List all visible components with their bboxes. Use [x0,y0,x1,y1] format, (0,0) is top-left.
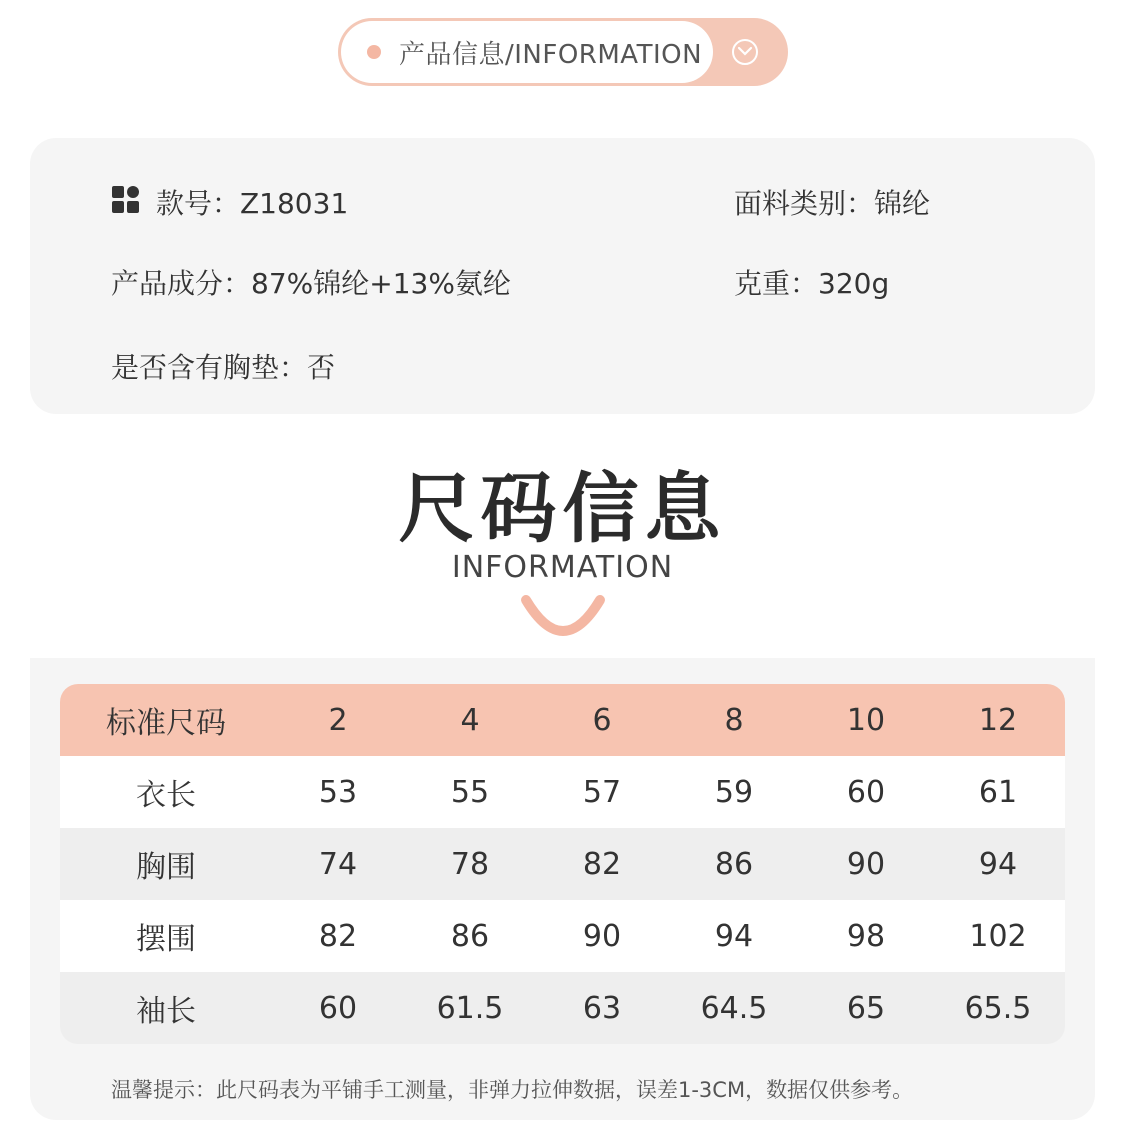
pill-label-area [341,21,713,83]
fabric-weight: 克重：320g [734,267,890,300]
smile-decoration-icon [518,592,608,642]
grid-icon [112,186,140,214]
table-cell: 65 [846,990,886,1026]
pill-title: 产品信息/INFORMATION [399,39,703,70]
table-cell: 60 [318,990,358,1026]
measurement-note: 温馨提示：此尺码表为平铺手工测量，非弹力拉伸数据，误差1-3CM，数据仅供参考。 [111,1078,914,1102]
row-label: 摆围 [136,922,196,957]
table-cell: 86 [450,918,490,954]
size-section-subtitle: INFORMATION [451,550,674,585]
table-cell: 94 [714,918,754,954]
table-row [60,828,1065,900]
fabric-type: 面料类别：锦纶 [734,187,931,220]
table-cell: 60 [846,774,886,810]
table-row [60,756,1065,828]
table-cell: 64.5 [700,990,768,1026]
chest-pad: 是否含有胸垫：否 [111,351,336,384]
table-cell: 82 [318,918,358,954]
header-cell: 2 [328,702,348,738]
table-cell: 86 [714,846,754,882]
composition: 产品成分：87%锦纶+13%氨纶 [111,267,511,300]
table-cell: 61.5 [436,990,504,1026]
table-cell: 90 [846,846,886,882]
row-label: 胸围 [136,850,196,885]
dot-icon [367,45,381,59]
chevron-down-icon [732,39,758,65]
section-header-pill [338,18,788,86]
table-cell: 57 [582,774,622,810]
table-cell: 59 [714,774,754,810]
header-cell: 6 [592,702,612,738]
size-table [60,684,1065,1044]
header-cell: 标准尺码 [106,706,226,741]
table-cell: 63 [582,990,622,1026]
table-cell: 55 [450,774,490,810]
table-cell: 53 [318,774,358,810]
table-cell: 94 [978,846,1018,882]
header-cell: 8 [724,702,744,738]
header-cell: 12 [978,702,1018,738]
table-row [60,972,1065,1044]
table-row [60,900,1065,972]
table-cell: 90 [582,918,622,954]
table-cell: 78 [450,846,490,882]
table-cell: 98 [846,918,886,954]
style-number: 款号：Z18031 [156,187,349,220]
table-cell: 61 [978,774,1018,810]
row-label: 衣长 [136,778,196,813]
header-cell: 10 [846,702,886,738]
table-cell: 74 [318,846,358,882]
size-section-title: 尺码信息 [398,464,727,553]
table-cell: 82 [582,846,622,882]
row-label: 袖长 [136,994,196,1029]
table-cell: 102 [969,918,1027,954]
header-cell: 4 [460,702,480,738]
table-header-row [60,684,1065,756]
table-cell: 65.5 [964,990,1032,1026]
